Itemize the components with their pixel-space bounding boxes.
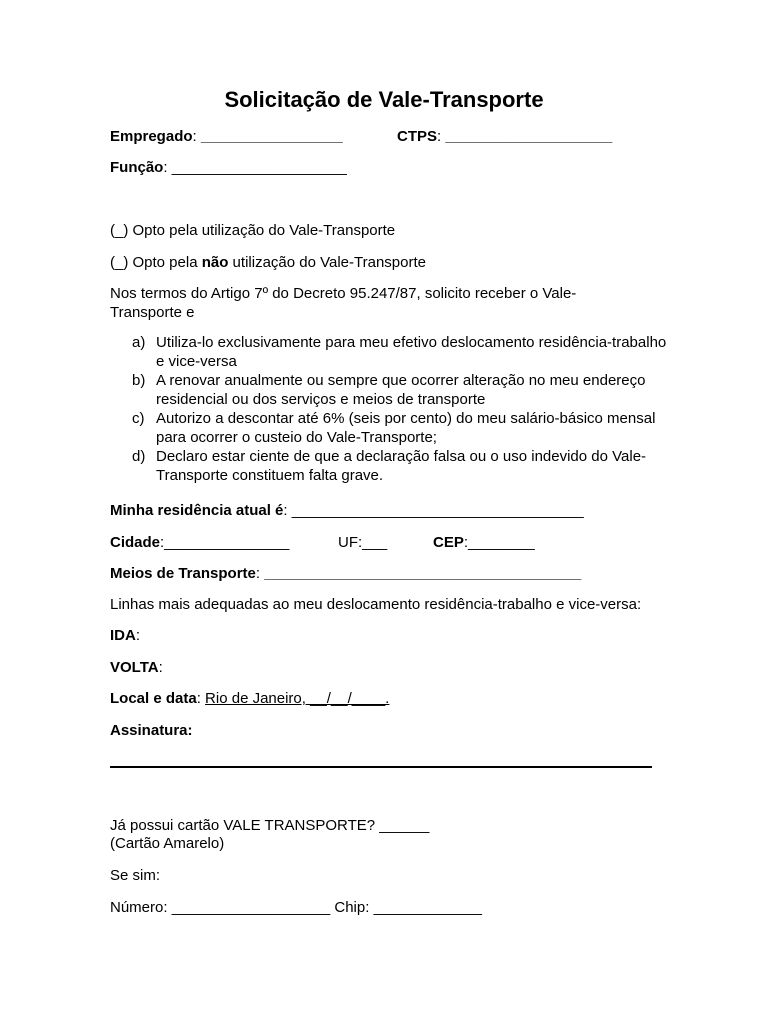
uf-field: UF:___ (338, 534, 388, 551)
list-item (110, 371, 670, 409)
opt-out-suffix: utilização do Vale-Transporte (228, 254, 426, 271)
ctps-row (397, 127, 612, 146)
cep-blank: :________ (463, 534, 535, 551)
volta-colon: : (158, 659, 163, 676)
card-question: Já possui cartão VALE TRANSPORTE? ______ (110, 817, 430, 834)
ctps-label: CTPS (397, 128, 438, 145)
option-opt-in: (_) Opto pela utilização do Vale-Transporte (110, 222, 396, 239)
signature-line (110, 766, 652, 768)
list-item (110, 447, 670, 485)
ida-colon: : (135, 627, 141, 644)
number-blank: ___________________ (171, 899, 331, 916)
local-date-row (110, 689, 389, 708)
transport-blank: ______________________________________ (264, 565, 582, 582)
transport-label: Meios de Transporte (110, 565, 256, 582)
signature-label-text: Assinatura: (110, 722, 193, 739)
list-item-text: Utiliza-lo exclusivamente para meu efetivo deslocamento residência-trabalho e vice-versa (156, 334, 667, 370)
volta-label: VOLTA (110, 659, 159, 676)
volta-row (110, 658, 163, 677)
ida-row (110, 626, 140, 645)
card-note: (Cartão Amarelo) (110, 835, 225, 852)
transport-row (110, 564, 581, 583)
local-date-value: Rio de Janeiro, __/__/____. (205, 690, 390, 707)
opt-out-prefix: (_) Opto pela (110, 254, 202, 271)
if-yes-text: Se sim: (110, 867, 161, 884)
function-blank: _____________________ (171, 159, 347, 176)
residence-row (110, 501, 584, 520)
list-marker: a) (132, 334, 146, 351)
list-marker: b) (132, 372, 146, 389)
number-label: Número: (110, 899, 172, 916)
chip-label: Chip: (330, 899, 374, 916)
city-row (110, 533, 289, 552)
employee-blank: _________________ (200, 128, 343, 145)
employee-label: Empregado (110, 128, 193, 145)
function-label: Função (110, 159, 164, 176)
list-item (110, 333, 670, 371)
document-title: Solicitação de Vale-Transporte (224, 87, 544, 112)
employee-row (110, 127, 343, 146)
city-label: Cidade (110, 534, 161, 551)
cep-label: CEP (433, 534, 464, 551)
residence-blank: ___________________________________ (291, 502, 584, 519)
ida-label: IDA (110, 627, 136, 644)
local-date-colon: : (196, 690, 206, 707)
ctps-blank: ____________________ (445, 128, 613, 145)
list-item-text: A renovar anualmente ou sempre que ocorrer alteração no meu endereço residencial ou dos serviços e meios de transporte (156, 372, 646, 408)
ctps-colon: : (437, 128, 446, 145)
employee-colon: : (192, 128, 201, 145)
chip-blank: _____________ (373, 899, 483, 916)
function-colon: : (163, 159, 172, 176)
signature-label (110, 721, 193, 740)
lines-text: Linhas mais adequadas ao meu deslocamento residência-trabalho e vice-versa: (110, 596, 642, 613)
city-blank: :_______________ (160, 534, 290, 551)
transport-colon: : (255, 565, 265, 582)
terms-list (110, 333, 670, 485)
opt-out-bold: não (201, 254, 229, 271)
number-row (110, 898, 482, 917)
list-item (110, 409, 670, 447)
list-marker: d) (132, 448, 146, 465)
cep-row (433, 533, 535, 552)
intro-paragraph: Nos termos do Artigo 7º do Decreto 95.247/87, solicito receber o Vale-Transporte e (110, 285, 577, 321)
residence-colon: : (283, 502, 292, 519)
local-date-label: Local e data (110, 690, 197, 707)
option-opt-out (110, 253, 426, 272)
function-row (110, 158, 347, 177)
residence-label: Minha residência atual é (110, 502, 284, 519)
list-item-text: Declaro estar ciente de que a declaração falsa ou o uso indevido do Vale-Transporte constituem falta grave. (156, 448, 647, 484)
list-item-text: Autorizo a descontar até 6% (seis por cento) do meu salário-básico mensal para ocorrer o custeio do Vale-Transporte; (156, 410, 656, 446)
list-marker: c) (132, 410, 145, 427)
